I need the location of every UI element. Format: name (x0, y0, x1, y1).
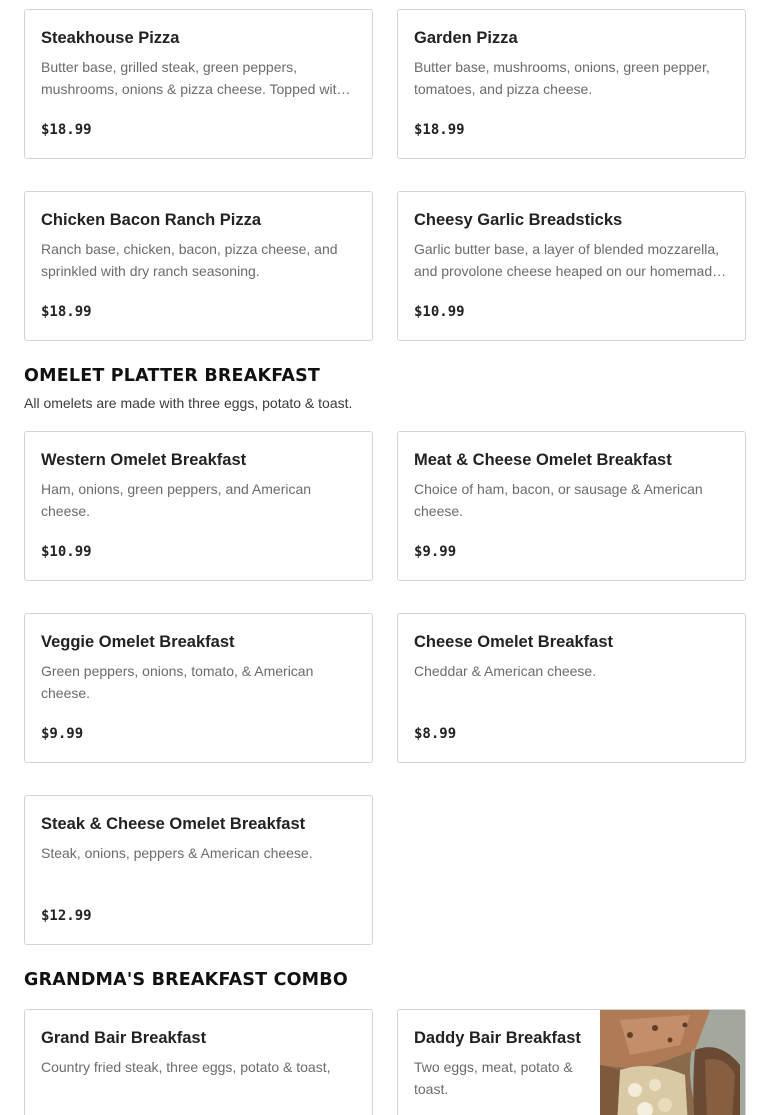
menu-item-card[interactable] (397, 191, 746, 341)
item-name: Western Omelet Breakfast (41, 451, 247, 469)
item-description: Country fried steak, three eggs, potato & toast, (41, 1059, 331, 1075)
menu-item-card[interactable] (24, 795, 373, 945)
item-name: Cheesy Garlic Breadsticks (414, 211, 623, 229)
item-price: $9.99 (41, 726, 84, 742)
item-price: $12.99 (41, 908, 92, 924)
menu-item-card[interactable] (397, 1009, 746, 1115)
item-price: $18.99 (414, 122, 465, 138)
item-name: Meat & Cheese Omelet Breakfast (414, 451, 672, 469)
item-price: $10.99 (414, 304, 465, 320)
section-title: OMELET PLATTER BREAKFAST (24, 366, 321, 386)
item-name: Steak & Cheese Omelet Breakfast (41, 815, 306, 833)
menu-item-card[interactable] (24, 613, 373, 763)
section-title: GRANDMA'S BREAKFAST COMBO (24, 970, 348, 990)
item-name: Garden Pizza (414, 29, 518, 47)
item-name: Cheese Omelet Breakfast (414, 633, 614, 651)
item-price: $18.99 (41, 122, 92, 138)
section-subtitle: All omelets are made with three eggs, potato & toast. (24, 395, 353, 411)
menu-item-card[interactable] (397, 613, 746, 763)
menu-item-card[interactable] (24, 431, 373, 581)
item-price: $9.99 (414, 544, 457, 560)
item-description: Steak, onions, peppers & American cheese. (41, 845, 313, 861)
item-price: $10.99 (41, 544, 92, 560)
item-description: Butter base, mushrooms, onions, green pepper, tomatoes, and pizza cheese. (414, 59, 710, 97)
menu-item-card[interactable] (397, 9, 746, 159)
menu-item-card[interactable] (397, 431, 746, 581)
item-name: Daddy Bair Breakfast (414, 1029, 581, 1047)
menu-item-card[interactable] (24, 9, 373, 159)
menu-item-card[interactable] (24, 1009, 373, 1115)
item-name: Chicken Bacon Ranch Pizza (41, 211, 262, 229)
menu-item-card[interactable] (24, 191, 373, 341)
item-description: Choice of ham, bacon, or sausage & American cheese. (414, 481, 703, 519)
item-description: Cheddar & American cheese. (414, 663, 597, 679)
item-description: Ham, onions, green peppers, and American cheese. (41, 481, 312, 519)
item-description: Ranch base, chicken, bacon, pizza cheese, and sprinkled with dry ranch seasoning. (41, 241, 338, 279)
item-price: $8.99 (414, 726, 457, 742)
item-description: Green peppers, onions, tomato, & American cheese. (41, 663, 314, 701)
item-price: $18.99 (41, 304, 92, 320)
breakfast-plate-photo (600, 1010, 745, 1115)
item-description: Butter base, grilled steak, green peppers, mushrooms, onions & pizza cheese. Topped wit… (41, 59, 351, 97)
item-name: Steakhouse Pizza (41, 29, 180, 47)
item-name: Veggie Omelet Breakfast (41, 633, 235, 651)
item-description: Garlic butter base, a layer of blended mozzarella, and provolone cheese heaped on our homemad… (414, 241, 727, 279)
item-name: Grand Bair Breakfast (41, 1029, 207, 1047)
item-description: Two eggs, meat, potato & toast. (414, 1059, 573, 1097)
